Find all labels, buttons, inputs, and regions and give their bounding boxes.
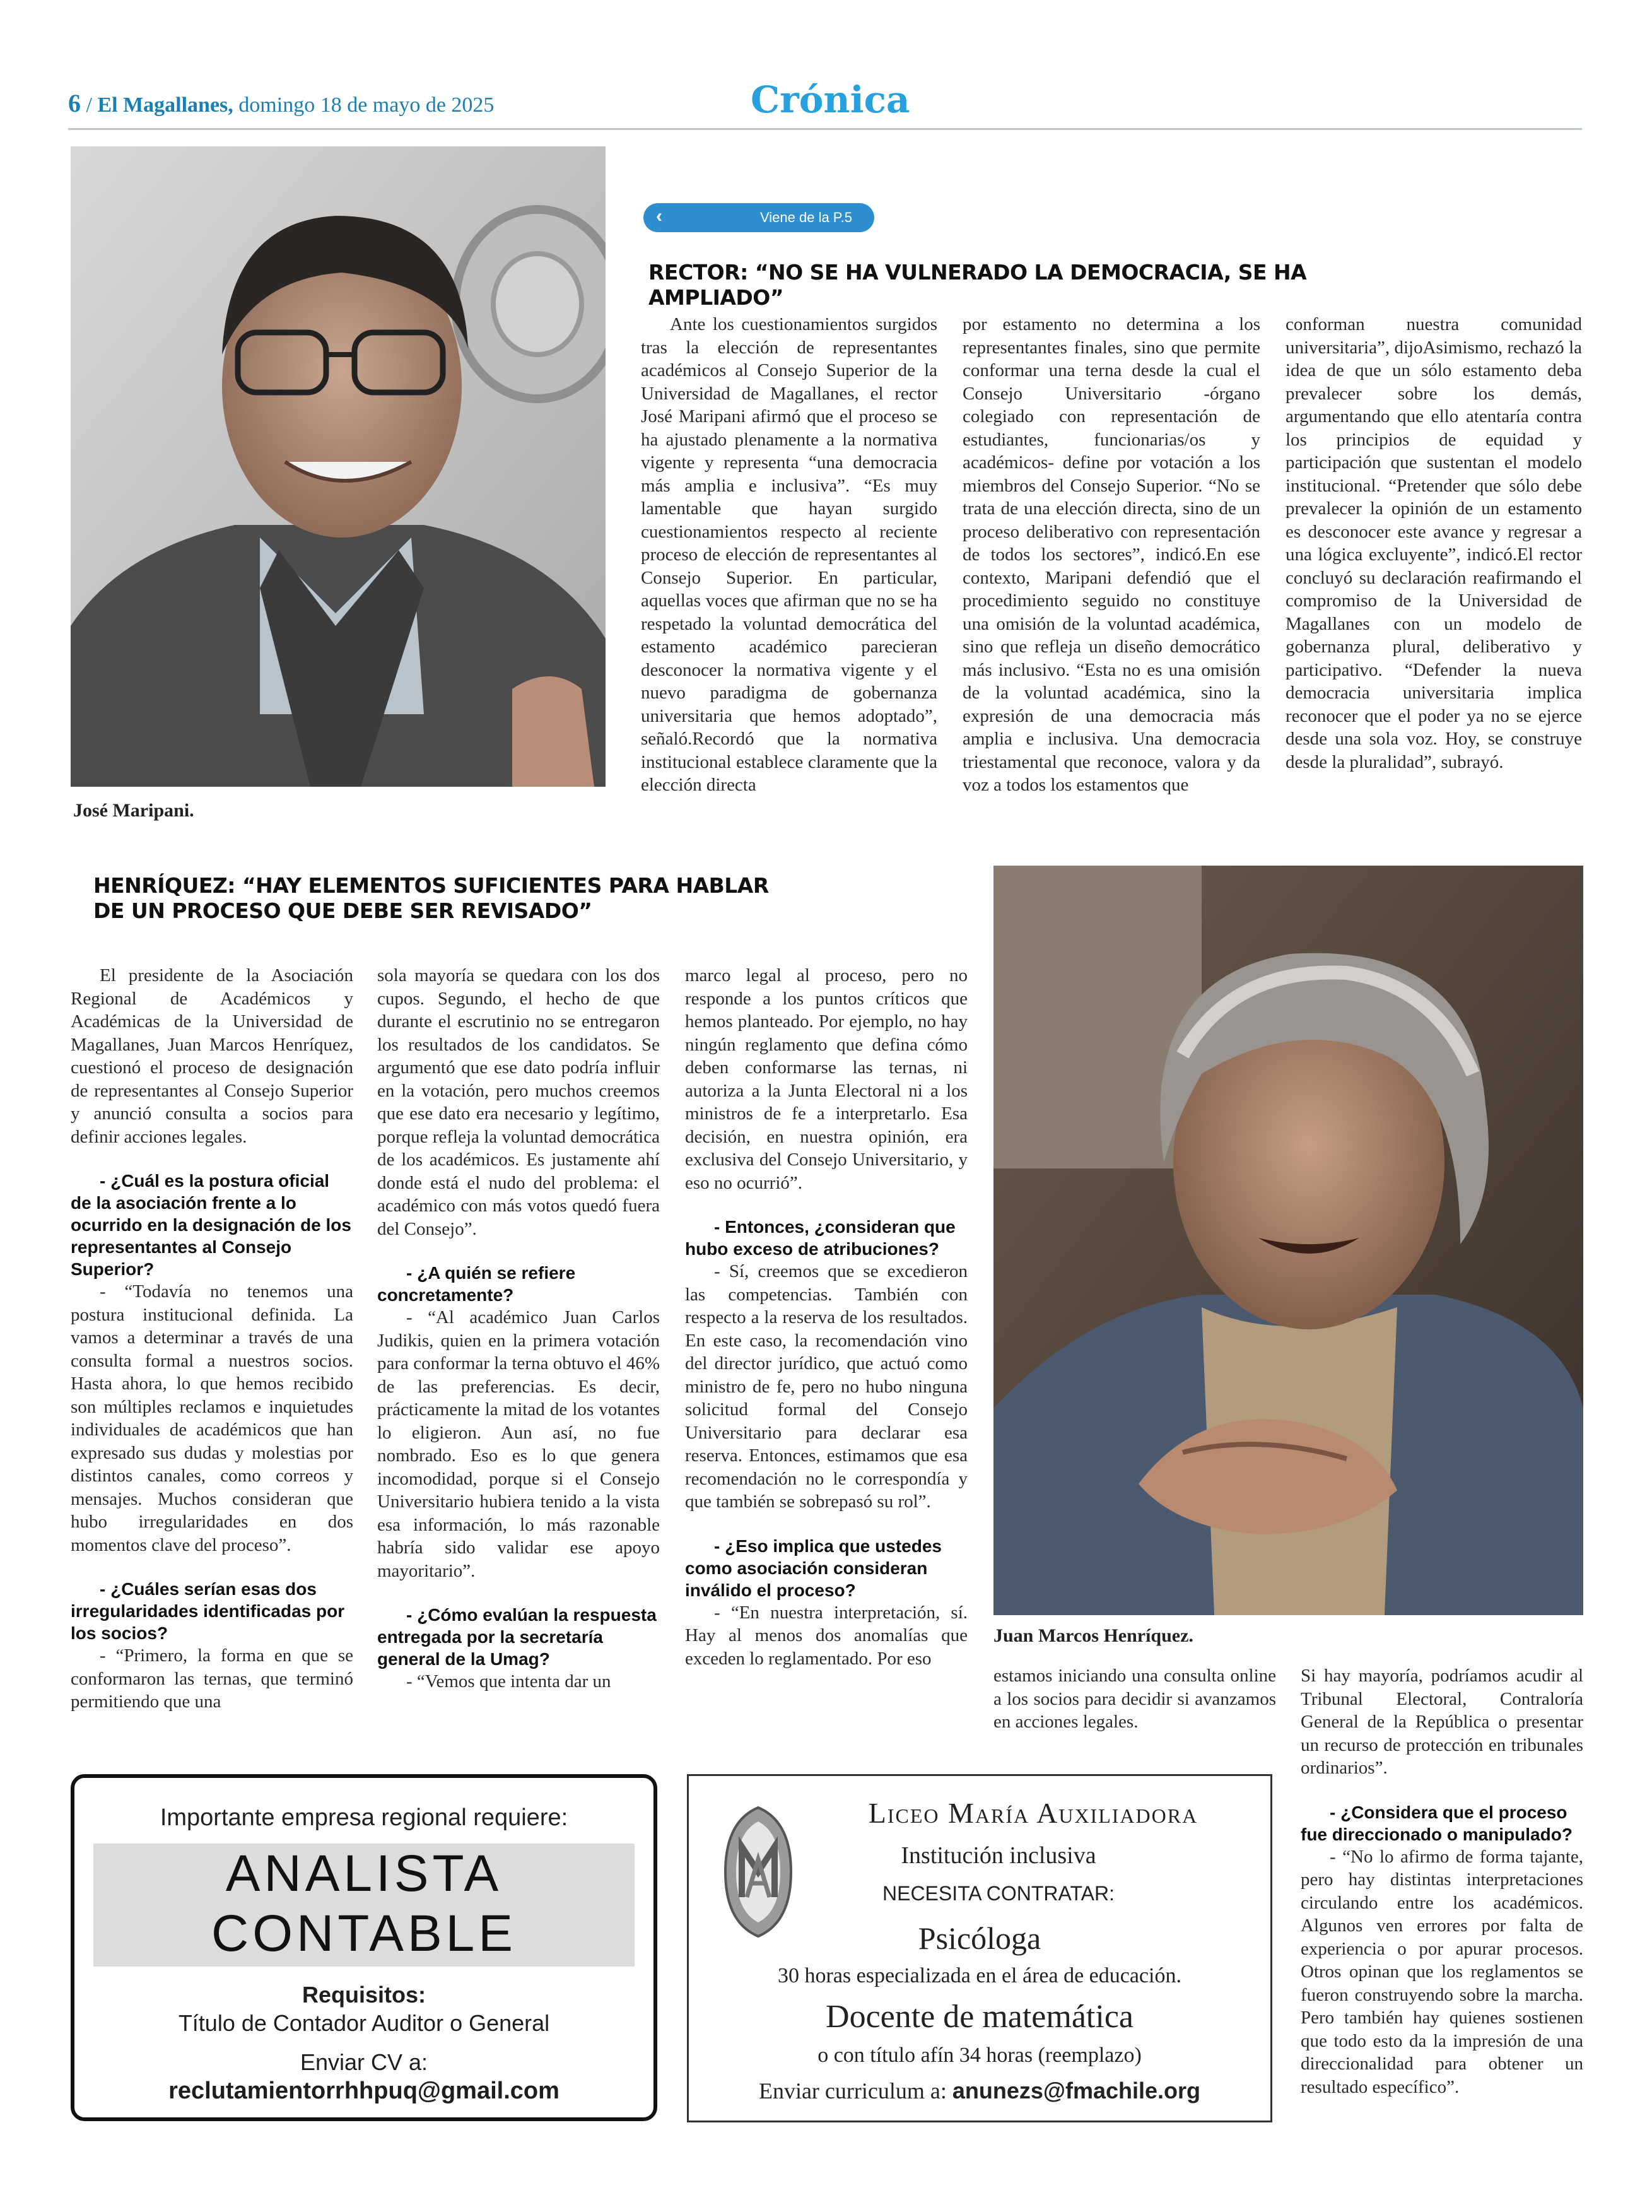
ad1-title — [93, 1844, 635, 1963]
photo-caption-henriquez: Juan Marcos Henríquez. — [993, 1625, 1193, 1646]
ad2-job-1-detail: 30 horas especializada en el área de educación. — [778, 1964, 1181, 1987]
answer-6-continued-2: Si hay mayoría, podríamos acudir al Tribunal Electoral, Contraloría General de la República o presentar un recurso de protección en tribunales ordinarios”. — [1301, 1666, 1583, 1778]
ad2-send — [689, 2078, 1270, 2104]
question-7: - ¿Considera que el proceso fue direccionado o manipulado? — [1301, 1802, 1573, 1844]
answer-4: - “Vemos que intenta dar un — [406, 1671, 611, 1691]
ad1-lead: Importante empresa regional requiere: — [160, 1804, 568, 1831]
ad1-email-link[interactable]: reclutamientorrhhpuq@gmail.com — [168, 2078, 559, 2104]
ad1-requirements-label: Requisitos: — [302, 1982, 426, 2008]
ad2-send-label: Enviar curriculum a: — [758, 2078, 947, 2103]
ad2-job-2: Docente de matemática — [826, 1999, 1134, 2035]
rector-column-2 — [963, 313, 1260, 797]
question-4: - ¿Cómo evalúan la respuesta entregada por la secretaría general de la Umag? — [377, 1605, 657, 1669]
header-rule — [68, 128, 1582, 130]
ad-analista-contable[interactable] — [71, 1774, 657, 2121]
ad1-title-line2: CONTABLE — [211, 1905, 517, 1962]
answer-6: - “En nuestra interpretación, sí. Hay al menos dos anomalías que exceden lo reglamentado. Por eso — [685, 1602, 968, 1669]
ad1-requirements: Título de Contador Auditor o General — [178, 2010, 550, 2036]
question-2: - ¿Cuáles serían esas dos irregularidades identificadas por los socios? — [71, 1579, 345, 1643]
rector-column-3 — [1286, 313, 1582, 774]
photo-caption-maripani: José Maripani. — [73, 800, 194, 821]
publication-date: domingo 18 de mayo de 2025 — [238, 93, 495, 117]
ad2-email-link[interactable]: anunezs@fmachile.org — [952, 2078, 1201, 2103]
henriquez-column-5 — [1301, 1664, 1583, 2098]
ad2-hiring: NECESITA CONTRATAR: — [882, 1882, 1115, 1905]
ad2-school-name: Liceo María Auxiliadora — [868, 1797, 1198, 1829]
page-number: 6 — [68, 89, 81, 117]
henriquez-column-1 — [71, 964, 353, 1714]
henriquez-column-3 — [685, 964, 968, 1670]
answer-4-continued: marco legal al proceso, pero no responde a los puntos críticos que hemos planteado. Por ejemplo, no hay ningún reglamento que defina cómo deben conformarse las ternas, ni autoriza a la Junta Electoral ni a los ministros de fe a interpretarlo. Esa decisión, en nuestra opinión, era exclusiva del Consejo Universitario, y eso no ocurrió”. — [685, 965, 968, 1193]
continued-from-label: Viene de la P.5 — [760, 209, 852, 225]
photo-juan-marcos-henriquez — [993, 866, 1583, 1615]
henriquez-column-2 — [377, 964, 660, 1693]
rector-text-1: Ante los cuestionamientos surgidos tras la elección de representantes académicos al Consejo Superior de la Universidad de Magallanes, el rector José Maripani afirmó que el proceso se ha ajustado plenamente a la normativa vigente y representa “una democracia más amplia e inclusiva”. “Es muy lamentable que hayan surgido cuestionamientos respecto al reciente proceso de elección de representantes al Consejo Superior. En particular, aquellas voces que afirman que no se ha respetado la voluntad democrática del estamento académico parecieran desconocer la normativa vigente y el nuevo paradigma de gobernanza universitaria que hemos adoptado”, señaló.Recordó que la normativa institucional establece claramente que la elección directa — [641, 314, 937, 795]
answer-7: - “No lo afirmo de forma tajante, pero hay distintas interpretaciones circulando entre los académicos. Algunos ven errores por falta de experiencia o por apurar procesos. Otros opinan que los reglamentos se fueron construyendo sobre la marcha. Pero también hay quienes sostienen que todo esto da la impresión de una direccionalidad para obtener un resultado específico”. — [1301, 1846, 1583, 2097]
ad2-job-2-detail: o con título afín 34 horas (reemplazo) — [817, 2044, 1142, 2067]
henriquez-headline-line1: HENRÍQUEZ: “HAY ELEMENTOS SUFICIENTES PARA HABLAR — [93, 873, 769, 898]
continued-from-badge[interactable] — [643, 203, 874, 232]
answer-1: - “Todavía no tenemos una postura institucional definida. La vamos a determinar a través de una consulta formal a nuestros socios. Hasta ahora, lo que hemos recibido son múltiples reclamos e inquietudes individuales de académicos que han expresado sus dudas y molestias por distintos canales, como correos y mensajes. Muchos consideran que hubo irregularidades en dos momentos clave del proceso”. — [71, 1281, 353, 1555]
ad1-send-label: Enviar CV a: — [300, 2049, 428, 2075]
rector-column-1 — [641, 313, 937, 797]
newspaper-name: El Magallanes, — [97, 93, 233, 117]
henriquez-headline-line2: DE UN PROCESO QUE DEBE SER REVISADO” — [93, 898, 592, 923]
page-header — [68, 88, 494, 118]
ad2-job-1: Psicóloga — [918, 1921, 1041, 1956]
ad1-title-band — [93, 1844, 635, 1967]
question-3: - ¿A quién se refiere concretamente? — [377, 1263, 576, 1305]
header-separator: / — [86, 93, 92, 117]
answer-2: - “Primero, la forma en que se conformaron las ternas, que terminó permitiendo que una — [71, 1645, 353, 1712]
question-5: - Entonces, ¿consideran que hubo exceso de atribuciones? — [685, 1217, 956, 1259]
chevron-left-icon: ‹ — [656, 206, 662, 226]
henriquez-headline — [93, 873, 976, 924]
rector-text-3: conforman nuestra comunidad universitaria”, dijoAsimismo, rechazó la idea de que un sólo estamento deba prevalecer sobre los demás, argumentando que ello atentaría contra los principios de equidad y participación que sustentan el modelo institucional. “Pretender que sólo debe prevalecer la opinión de un estamento es desconocer este avance y regresar a una lógica excluyente”, indicó.El rector concluyó su declaración reafirmando el compromiso de la Universidad de Magallanes con un modelo de gobernanza plural, deliberativo y participativo. “Defender la nueva democracia universitaria implica reconocer que el poder ya no se ejerce desde una sola voz. Hoy, se construye desde la pluralidad”, subrayó. — [1286, 314, 1582, 772]
question-1: - ¿Cuál es la postura oficial de la asociación frente a lo ocurrido en la designación de los representantes al Consejo Superior? — [71, 1171, 351, 1279]
ad-liceo-maria-auxiliadora[interactable] — [687, 1774, 1272, 2122]
ad1-title-line1: ANALISTA — [225, 1845, 503, 1902]
answer-5: - Sí, creemos que se excedieron las competencias. También con respecto a la reserva de los resultados. En este caso, la recomendación vino del director jurídico, que actuó como ministro de fe, pero no hubo ninguna solicitud formal del Consejo Universitario para declarar esa reserva. Entonces, estimamos que esa recomendación no le correspondía y que también se sobrepasó su rol”. — [685, 1261, 968, 1512]
question-6: - ¿Eso implica que ustedes como asociación consideran inválido el proceso? — [685, 1536, 942, 1600]
rector-headline: RECTOR: “NO SE HA VULNERADO LA DEMOCRACIA, SE HA AMPLIADO” — [648, 260, 1307, 310]
photo-jose-maripani — [71, 146, 606, 787]
answer-2-continued: sola mayoría se quedara con los dos cupos. Segundo, el hecho de que durante el escrutinio no se entregaron los resultados de los candidatos. Se argumentó que ese dato podría influir en la votación, pero muchos creemos que ese dato era necesario y legítimo, porque refleja la voluntad democrática de los académicos. Es justamente ahí donde está el nudo del problema: el académico con más votos quedó fuera del Consejo”. — [377, 965, 660, 1239]
answer-3: - “Al académico Juan Carlos Judikis, quien en la primera votación para conformar la terna obtuvo el 46% de las preferencias. Es decir, prácticamente la mitad de los votantes lo eligieron. Aun así, no fue nombrado. Eso es lo que genera incomodidad, porque si el Consejo Universitario hubiera tenido a la vista esa información, lo más razonable habría sido validar ese apoyo mayoritario”. — [377, 1307, 660, 1581]
section-title: Crónica — [751, 78, 910, 121]
answer-6-continued: estamos iniciando una consulta online a los socios para decidir si avanzamos en acciones legales. — [993, 1666, 1276, 1732]
henriquez-intro: El presidente de la Asociación Regional de Académicos y Académicas de la Universidad de Magallanes, Juan Marcos Henríquez, cuestionó el proceso de designación de representantes al Consejo Superior y anunció consulta a socios para definir acciones legales. — [71, 965, 353, 1147]
rector-text-2: por estamento no determina a los representantes finales, sino que permite conformar una terna desde la cual el Consejo Universitario -órgano colegiado con representación de estudiantes, funcionarias/os y académicos- define por votación a los miembros del Consejo Superior. “No se trata de una elección directa, sino de un proceso deliberativo con representación de todos los sectores”, indicó.En ese contexto, Maripani defendió que el procedimiento seguido no constituye una omisión de la voluntad académica, sino que refleja un diseño democrático más inclusivo. “Esta no es una omisión de la voluntad académica, sino la expresión de una democracia más amplia e inclusiva. Una democracia triestamental que reconoce, valora y da voz a todos los estamentos que — [963, 314, 1260, 795]
henriquez-column-4 — [993, 1664, 1276, 1734]
ad2-tagline: Institución inclusiva — [901, 1842, 1096, 1869]
